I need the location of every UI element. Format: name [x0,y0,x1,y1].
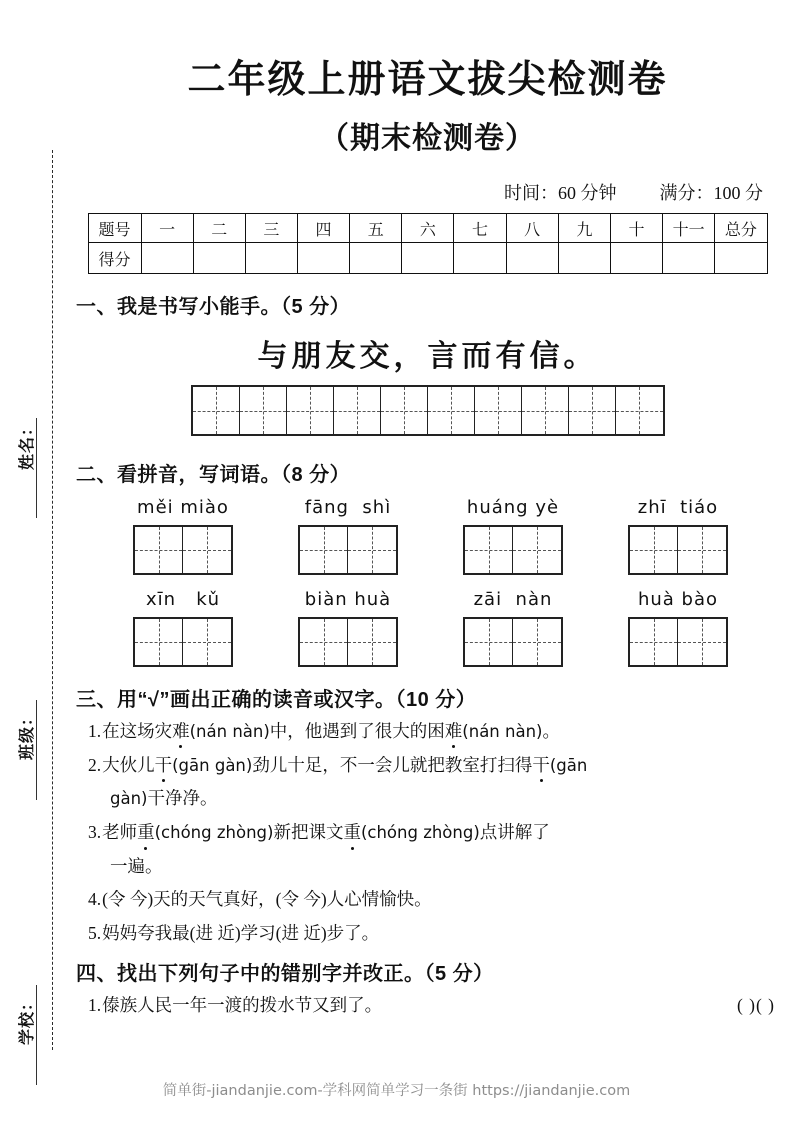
tianzige-grid[interactable] [463,617,563,667]
question-item-3-1[interactable] [88,717,793,746]
tianzige-cell[interactable] [348,527,396,573]
score-cell-11[interactable] [663,243,715,274]
tianzige-grid[interactable] [628,617,728,667]
tianzige-cell[interactable] [475,387,522,434]
left-margin-strip [0,0,62,1122]
question-number: 2. [88,754,102,775]
question-number: 5. [88,922,102,943]
question-text: 劲儿十足，不一会儿就把教室打扫得 [252,754,533,775]
score-col-4: 四 [297,214,349,243]
score-cell-3[interactable] [245,243,297,274]
question-item-3-3-cont [110,852,793,880]
marked-char: 难 [445,717,463,745]
pinyin-choice[interactable]: (nán nàn) [462,722,543,741]
marked-char: 重 [137,818,155,846]
tianzige-cell[interactable] [630,619,678,665]
tianzige-cell[interactable] [381,387,428,434]
question-item-4-1[interactable] [88,991,793,1019]
score-cell-9[interactable] [558,243,610,274]
handwriting-grid-row [62,385,793,436]
tianzige-grid[interactable] [133,525,233,575]
pinyin-text: huà bào [637,589,719,610]
score-cell-4[interactable] [297,243,349,274]
tianzige-cell[interactable] [193,387,240,434]
tianzige-cell[interactable] [678,527,726,573]
question-number: 1. [88,721,102,741]
question-text: 新把课文 [273,822,344,843]
question-text: 妈妈夸我最(进 近)学习(进 近)步了。 [102,922,380,943]
pinyin-word-item [438,497,588,575]
question-text: 干净净。 [147,788,218,809]
tianzige-cell[interactable] [348,619,396,665]
question-number: 3. [88,822,102,843]
question-number: 1. [88,994,102,1015]
handwriting-sentence: 与朋友交，言而有信。 [257,340,598,373]
pinyin-choice[interactable]: (nán nàn) [189,722,270,741]
pinyin-choice[interactable]: (gān [549,755,588,775]
tianzige-grid[interactable] [298,617,398,667]
tianzige-cell[interactable] [513,619,561,665]
fold-dash-line [52,150,53,1050]
question-text: 。 [542,721,560,741]
margin-label-name: 姓名： [19,418,36,470]
tianzige-cell[interactable] [465,527,513,573]
pinyin-word-item [273,589,423,667]
page-title: 二年级上册语文拔尖检测卷 [187,59,668,101]
pinyin-word-item [108,589,258,667]
tianzige-cell[interactable] [300,527,348,573]
tianzige-cell[interactable] [522,387,569,434]
pinyin-choice[interactable]: (chóng zhòng) [360,823,480,843]
exam-page [62,0,793,1122]
tianzige-cell[interactable] [240,387,287,434]
tianzige-cell[interactable] [465,619,513,665]
tianzige-cell[interactable] [616,387,663,434]
tianzige-grid[interactable] [628,525,728,575]
pinyin-choice[interactable]: (gān gàn) [172,755,253,775]
score-cell-7[interactable] [454,243,506,274]
pinyin-text: zhī tiáo [637,497,719,518]
pinyin-text: fāng shì [304,497,392,518]
tianzige-cell[interactable] [630,527,678,573]
tianzige-cell[interactable] [183,527,231,573]
question-text: 点讲解了 [479,822,550,843]
marked-char: 重 [343,818,361,846]
question-item-3-4[interactable] [88,885,793,913]
marked-char: 难 [172,717,190,745]
score-col-2: 二 [193,214,245,243]
tianzige-grid[interactable] [191,385,665,436]
score-col-10: 十 [610,214,662,243]
table-row [88,214,767,243]
tianzige-cell[interactable] [135,527,183,573]
pinyin-word-item [603,497,753,575]
score-col-7: 七 [454,214,506,243]
tianzige-cell[interactable] [183,619,231,665]
score-table-row-label-2: 得分 [88,243,141,274]
score-cell-5[interactable] [350,243,402,274]
marked-char: 干 [155,751,173,779]
pinyin-text: měi miào [137,497,229,518]
tianzige-grid[interactable] [463,525,563,575]
pinyin-choice[interactable]: gàn) [110,789,148,809]
pinyin-row-1 [62,497,793,575]
score-table [88,213,768,274]
pinyin-text: xīn kǔ [145,589,221,610]
question-text: 傣族人民一年一渡的拨水节又到了。 [102,994,383,1015]
pinyin-word-item [108,497,258,575]
score-col-9: 九 [558,214,610,243]
score-cell-10[interactable] [610,243,662,274]
score-col-total: 总分 [715,214,767,243]
total-score: 满分：100 分 [659,183,763,203]
tianzige-grid[interactable] [133,617,233,667]
question-item-3-2-cont[interactable] [110,784,793,813]
exam-meta [62,179,793,205]
score-col-5: 五 [350,214,402,243]
pinyin-word-item [273,497,423,575]
margin-rule-name [36,418,37,518]
score-col-3: 三 [245,214,297,243]
score-table-row-label: 题号 [88,214,141,243]
question-text: 在这场灾 [102,721,173,741]
footer-watermark: 简单街-jiandanjie.com-学科网简单学习一条街 https://jiandanjie.com [162,1083,631,1099]
margin-label-school: 学校： [19,993,36,1045]
marked-char: 干 [532,751,550,779]
question-text: 中，他遇到了很大的困 [269,721,445,741]
pinyin-word-item [438,589,588,667]
tianzige-cell[interactable] [300,619,348,665]
section-heading-3: 三、用“√”画出正确的读音或汉字。（10 分） [76,689,477,711]
pinyin-word-item [603,589,753,667]
pinyin-row-2 [62,589,793,667]
margin-rule-school [36,985,37,1085]
score-col-11: 十一 [663,214,715,243]
score-col-8: 八 [506,214,558,243]
table-row [88,243,767,274]
pinyin-text: zāi nàn [473,589,553,610]
score-col-1: 一 [141,214,193,243]
margin-label-class: 班级： [19,708,36,760]
score-cell-6[interactable] [402,243,454,274]
score-cell-8[interactable] [506,243,558,274]
tianzige-cell[interactable] [569,387,616,434]
tianzige-cell[interactable] [334,387,381,434]
page-subtitle: （期末检测卷） [319,122,536,155]
score-col-6: 六 [402,214,454,243]
score-cell-1[interactable] [141,243,193,274]
question-item-3-3[interactable] [88,818,793,847]
tianzige-cell[interactable] [678,619,726,665]
question-text: (令 今)天的天气真好，(令 今)人心情愉快。 [102,889,432,910]
tianzige-cell[interactable] [135,619,183,665]
question-number: 4. [88,889,102,910]
question-text: 一遍。 [110,855,163,876]
tianzige-cell[interactable] [513,527,561,573]
pinyin-text: biàn huà [304,589,392,610]
tianzige-grid[interactable] [298,525,398,575]
score-cell-2[interactable] [193,243,245,274]
margin-rule-class [36,700,37,800]
section-heading-2: 二、看拼音，写词语。（8 分） [76,464,351,486]
pinyin-text: huáng yè [466,497,560,518]
tianzige-cell[interactable] [287,387,334,434]
time-limit: 时间：60 分钟 [504,183,617,203]
section-heading-4: 四、找出下列句子中的错别字并改正。（5 分） [76,962,494,985]
question-item-3-2[interactable] [88,751,793,780]
answer-brackets[interactable]: ( )( ) [736,994,775,1015]
section-heading-1: 一、我是书写小能手。（5 分） [76,296,351,318]
pinyin-choice[interactable]: (chóng zhòng) [154,823,274,843]
score-cell-total[interactable] [715,243,767,274]
question-item-3-5[interactable] [88,919,793,947]
question-text: 老师 [102,822,138,843]
tianzige-cell[interactable] [428,387,475,434]
question-text: 大伙儿 [102,754,155,775]
